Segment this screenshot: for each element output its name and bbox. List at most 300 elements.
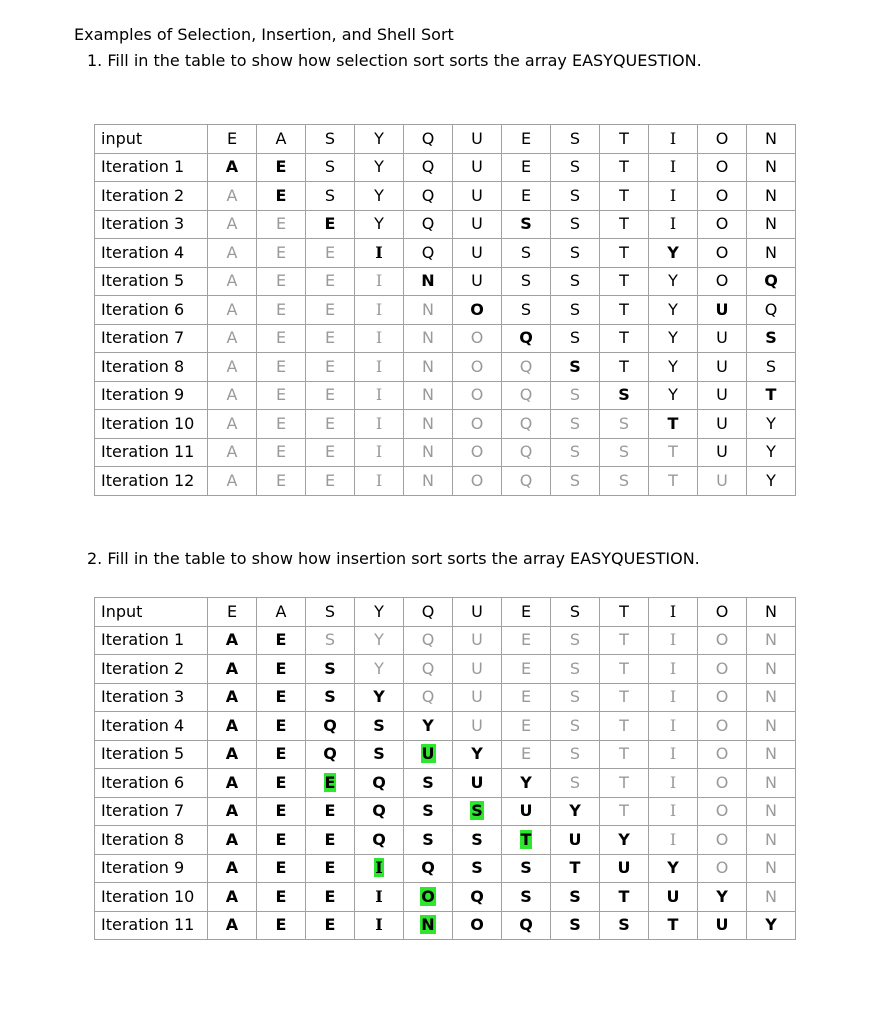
cell-letter: I [375, 328, 383, 348]
table-cell [747, 854, 796, 883]
table-cell [257, 683, 306, 712]
table-cell [649, 797, 698, 826]
cell-letter: S [324, 157, 336, 177]
table-cell [453, 210, 502, 239]
cell-letter: Q [421, 858, 435, 878]
table-cell [355, 324, 404, 353]
cell-letter: E [275, 470, 287, 490]
table-cell [453, 296, 502, 325]
cell-letter: N [765, 886, 777, 906]
cell-letter: U [470, 772, 484, 792]
cell-letter: A [225, 658, 239, 678]
table-cell [649, 353, 698, 382]
table-cell [453, 467, 502, 496]
cell-letter: E [275, 242, 287, 262]
cell-letter: I [375, 385, 383, 405]
table-cell [698, 467, 747, 496]
table-cell [747, 826, 796, 855]
table-cell [306, 381, 355, 410]
table-cell [747, 712, 796, 741]
cell-letter: E [324, 385, 336, 405]
row-label: Iteration 3 [95, 683, 208, 712]
table-cell [306, 125, 355, 154]
cell-letter: S [520, 299, 532, 319]
table-cell [747, 438, 796, 467]
cell-letter: E [324, 442, 336, 462]
cell-letter: E [520, 744, 532, 764]
table-row [95, 239, 796, 268]
cell-letter: Y [618, 829, 630, 849]
cell-letter: U [471, 601, 483, 621]
table-cell [257, 410, 306, 439]
cell-letter: S [765, 356, 777, 376]
cell-letter: E [324, 413, 336, 433]
table-cell [502, 626, 551, 655]
row-label: Iteration 9 [95, 854, 208, 883]
row-label: Iteration 4 [95, 712, 208, 741]
table-cell [306, 296, 355, 325]
cell-letter: A [226, 185, 238, 205]
cell-letter: E [275, 442, 287, 462]
row-label: Iteration 7 [95, 324, 208, 353]
cell-letter: N [765, 128, 777, 148]
table-cell [551, 467, 600, 496]
table-cell [355, 410, 404, 439]
cell-letter: I [375, 886, 383, 906]
table-cell [698, 797, 747, 826]
table-cell [208, 740, 257, 769]
table-cell [404, 353, 453, 382]
table-cell [404, 797, 453, 826]
cell-letter: N [765, 630, 777, 650]
cell-letter: T [619, 772, 629, 792]
table-cell [306, 712, 355, 741]
cell-letter: S [569, 744, 581, 764]
table-cell [600, 467, 649, 496]
table-cell [649, 740, 698, 769]
table-cell [257, 125, 306, 154]
cell-letter: S [569, 185, 581, 205]
cell-letter: I [375, 442, 383, 462]
cell-letter: E [275, 915, 287, 935]
cell-letter: O [470, 442, 484, 462]
row-label: Iteration 5 [95, 740, 208, 769]
cell-letter: O [715, 242, 729, 262]
cell-letter: E [226, 128, 238, 148]
table-cell [747, 324, 796, 353]
cell-letter: E [275, 214, 287, 234]
table-cell [306, 883, 355, 912]
table-cell [404, 438, 453, 467]
cell-letter: U [715, 915, 729, 935]
cell-letter: S [569, 687, 581, 707]
table-cell [355, 854, 404, 883]
table-cell [355, 239, 404, 268]
cell-letter: E [324, 470, 336, 490]
row-label: Input [95, 598, 208, 627]
table-cell [600, 712, 649, 741]
table-cell [551, 381, 600, 410]
table-cell [551, 153, 600, 182]
table-row [95, 324, 796, 353]
cell-letter: Q [764, 271, 778, 291]
cell-letter: T [668, 470, 678, 490]
table-cell [257, 467, 306, 496]
cell-letter: E [324, 299, 336, 319]
table-cell [698, 153, 747, 182]
table-cell [306, 239, 355, 268]
cell-letter: E [324, 772, 336, 792]
cell-letter: S [618, 385, 630, 405]
table-cell [502, 410, 551, 439]
table-cell [355, 712, 404, 741]
table-cell [208, 797, 257, 826]
table-cell [551, 410, 600, 439]
table-cell [355, 655, 404, 684]
table-row [95, 740, 796, 769]
cell-letter: A [226, 385, 238, 405]
cell-letter: N [765, 744, 777, 764]
table-cell [551, 324, 600, 353]
table-cell [404, 854, 453, 883]
table-row [95, 883, 796, 912]
table-cell [306, 826, 355, 855]
cell-letter: Y [374, 630, 384, 650]
table-cell [747, 296, 796, 325]
cell-letter: S [520, 214, 532, 234]
cell-letter: Q [519, 413, 533, 433]
cell-letter: S [569, 385, 581, 405]
table-cell [355, 438, 404, 467]
table-cell [453, 438, 502, 467]
cell-letter: I [375, 470, 383, 490]
cell-letter: Q [323, 744, 337, 764]
cell-letter: Q [519, 328, 533, 348]
cell-letter: I [375, 356, 383, 376]
table-cell [600, 353, 649, 382]
table-cell [404, 296, 453, 325]
table-cell [600, 210, 649, 239]
row-label: Iteration 11 [95, 911, 208, 940]
cell-letter: E [324, 271, 336, 291]
table-cell [306, 267, 355, 296]
cell-letter: Q [519, 470, 533, 490]
cell-letter: Q [519, 442, 533, 462]
table-cell [453, 854, 502, 883]
table-cell [698, 911, 747, 940]
cell-letter: A [226, 470, 238, 490]
cell-letter: S [471, 858, 483, 878]
table-cell [747, 353, 796, 382]
table-cell [453, 381, 502, 410]
cell-letter: A [225, 157, 239, 177]
table-cell [747, 153, 796, 182]
question-2-text: 2. Fill in the table to show how insertion sort sorts the array EASYQUESTION. [87, 549, 700, 568]
table-cell [306, 182, 355, 211]
cell-letter: S [569, 299, 581, 319]
table-cell [502, 683, 551, 712]
table-cell [306, 324, 355, 353]
cell-letter: O [715, 858, 729, 878]
cell-letter: O [715, 601, 729, 621]
cell-letter: S [373, 715, 385, 735]
cell-letter: O [715, 128, 729, 148]
cell-letter: O [470, 299, 484, 319]
cell-letter: O [470, 915, 484, 935]
table-cell [257, 267, 306, 296]
table-cell [649, 655, 698, 684]
table-cell [600, 239, 649, 268]
table-cell [355, 296, 404, 325]
table-cell [600, 655, 649, 684]
table-cell [698, 683, 747, 712]
cell-letter: U [716, 385, 728, 405]
cell-letter: Y [766, 470, 776, 490]
table-cell [257, 438, 306, 467]
table-row [95, 797, 796, 826]
table-cell [649, 381, 698, 410]
cell-letter: E [324, 242, 336, 262]
table-cell [698, 353, 747, 382]
row-label: Iteration 8 [95, 826, 208, 855]
table-row [95, 826, 796, 855]
table-cell [404, 467, 453, 496]
cell-letter: I [669, 715, 677, 735]
cell-letter: S [569, 328, 581, 348]
table-cell [306, 210, 355, 239]
cell-letter: S [520, 242, 532, 262]
cell-letter: N [765, 601, 777, 621]
table-cell [355, 911, 404, 940]
cell-letter: N [765, 801, 777, 821]
table-cell [502, 324, 551, 353]
cell-letter: U [471, 214, 483, 234]
table-cell [257, 712, 306, 741]
cell-letter: S [324, 687, 336, 707]
cell-letter: S [422, 772, 434, 792]
table-cell [208, 683, 257, 712]
cell-letter: E [275, 385, 287, 405]
cell-letter: T [619, 687, 629, 707]
cell-letter: S [569, 658, 581, 678]
cell-letter: T [668, 442, 678, 462]
cell-letter: E [520, 601, 532, 621]
table-row [95, 626, 796, 655]
cell-letter: S [618, 413, 630, 433]
row-label: Iteration 10 [95, 883, 208, 912]
table-cell [698, 598, 747, 627]
cell-letter: T [619, 356, 629, 376]
cell-letter: A [225, 915, 239, 935]
table-cell [404, 740, 453, 769]
table-cell [306, 410, 355, 439]
cell-letter: E [275, 687, 287, 707]
cell-letter: O [470, 413, 484, 433]
cell-letter: T [619, 214, 629, 234]
cell-letter: Y [374, 601, 384, 621]
cell-letter: T [520, 829, 532, 849]
table-cell [600, 438, 649, 467]
table-cell [453, 153, 502, 182]
cell-letter: A [226, 299, 238, 319]
table-cell [649, 210, 698, 239]
cell-letter: N [422, 299, 434, 319]
table-cell [698, 740, 747, 769]
cell-letter: Y [374, 658, 384, 678]
table-cell [649, 626, 698, 655]
table-cell [502, 712, 551, 741]
cell-letter: N [765, 214, 777, 234]
cell-letter: E [226, 601, 238, 621]
table-cell [453, 911, 502, 940]
table-cell [502, 153, 551, 182]
table-cell [502, 467, 551, 496]
table-cell [404, 182, 453, 211]
cell-letter: N [765, 242, 777, 262]
table-cell [600, 883, 649, 912]
table-cell [208, 712, 257, 741]
cell-letter: E [520, 185, 532, 205]
cell-letter: A [225, 630, 239, 650]
table-cell [453, 239, 502, 268]
table-cell [306, 740, 355, 769]
cell-letter: E [275, 772, 287, 792]
cell-letter: A [226, 442, 238, 462]
table-cell [404, 125, 453, 154]
table-cell [551, 210, 600, 239]
row-label: Iteration 5 [95, 267, 208, 296]
cell-letter: N [422, 356, 434, 376]
cell-letter: S [520, 886, 532, 906]
table-cell [649, 467, 698, 496]
table-cell [306, 797, 355, 826]
table-cell [747, 769, 796, 798]
table-cell [453, 267, 502, 296]
table-cell [502, 769, 551, 798]
table-cell [453, 683, 502, 712]
cell-letter: Y [373, 687, 385, 707]
table-cell [747, 883, 796, 912]
table-cell [257, 655, 306, 684]
cell-letter: N [422, 413, 434, 433]
table-cell [649, 683, 698, 712]
table-cell [600, 769, 649, 798]
table-cell [649, 883, 698, 912]
cell-letter: Y [374, 185, 384, 205]
table-cell [747, 655, 796, 684]
table-cell [404, 239, 453, 268]
table-cell [698, 125, 747, 154]
cell-letter: T [619, 630, 629, 650]
table-cell [355, 125, 404, 154]
table-cell [551, 626, 600, 655]
table-cell [698, 182, 747, 211]
cell-letter: S [324, 658, 336, 678]
cell-letter: Q [421, 128, 435, 148]
cell-letter: O [715, 658, 729, 678]
cell-letter: A [275, 601, 287, 621]
cell-letter: U [715, 299, 729, 319]
table-cell [649, 438, 698, 467]
cell-letter: A [275, 128, 287, 148]
table-cell [355, 267, 404, 296]
table-cell [355, 210, 404, 239]
cell-letter: A [225, 801, 239, 821]
table-cell [355, 182, 404, 211]
cell-letter: E [275, 886, 287, 906]
table-cell [551, 296, 600, 325]
cell-letter: Q [421, 687, 435, 707]
cell-letter: E [324, 886, 336, 906]
cell-letter: T [619, 328, 629, 348]
cell-letter: O [421, 886, 435, 906]
cell-letter: U [471, 715, 483, 735]
cell-letter: N [765, 858, 777, 878]
cell-letter: U [471, 242, 483, 262]
cell-letter: Y [766, 413, 776, 433]
cell-letter: N [765, 658, 777, 678]
table-cell [208, 296, 257, 325]
cell-letter: E [275, 413, 287, 433]
cell-letter: N [765, 829, 777, 849]
cell-letter: I [375, 858, 383, 878]
table-cell [208, 467, 257, 496]
table-cell [257, 353, 306, 382]
cell-letter: N [421, 271, 435, 291]
table-cell [502, 598, 551, 627]
table-cell [502, 826, 551, 855]
cell-letter: E [275, 858, 287, 878]
cell-letter: I [375, 242, 383, 262]
cell-letter: S [569, 128, 581, 148]
table-cell [208, 324, 257, 353]
cell-letter: E [324, 328, 336, 348]
cell-letter: A [226, 214, 238, 234]
cell-letter: T [619, 299, 629, 319]
cell-letter: O [715, 687, 729, 707]
table-cell [208, 381, 257, 410]
table-cell [649, 182, 698, 211]
table-cell [404, 153, 453, 182]
cell-letter: Y [374, 157, 384, 177]
cell-letter: T [619, 715, 629, 735]
table-cell [453, 655, 502, 684]
cell-letter: N [765, 157, 777, 177]
table-cell [698, 769, 747, 798]
cell-letter: T [619, 601, 629, 621]
table-cell [404, 267, 453, 296]
cell-letter: Q [519, 915, 533, 935]
cell-letter: Y [668, 356, 678, 376]
cell-letter: S [324, 630, 336, 650]
cell-letter: Q [470, 886, 484, 906]
cell-letter: U [716, 470, 728, 490]
table-cell [306, 683, 355, 712]
cell-letter: U [471, 687, 483, 707]
table-cell [649, 826, 698, 855]
table-cell [698, 854, 747, 883]
cell-letter: U [471, 271, 483, 291]
table-cell [747, 598, 796, 627]
table-cell [698, 296, 747, 325]
table-row [95, 210, 796, 239]
cell-letter: I [669, 214, 677, 234]
table-cell [208, 353, 257, 382]
cell-letter: E [275, 299, 287, 319]
table-cell [257, 626, 306, 655]
table-cell [502, 883, 551, 912]
table-cell [208, 182, 257, 211]
